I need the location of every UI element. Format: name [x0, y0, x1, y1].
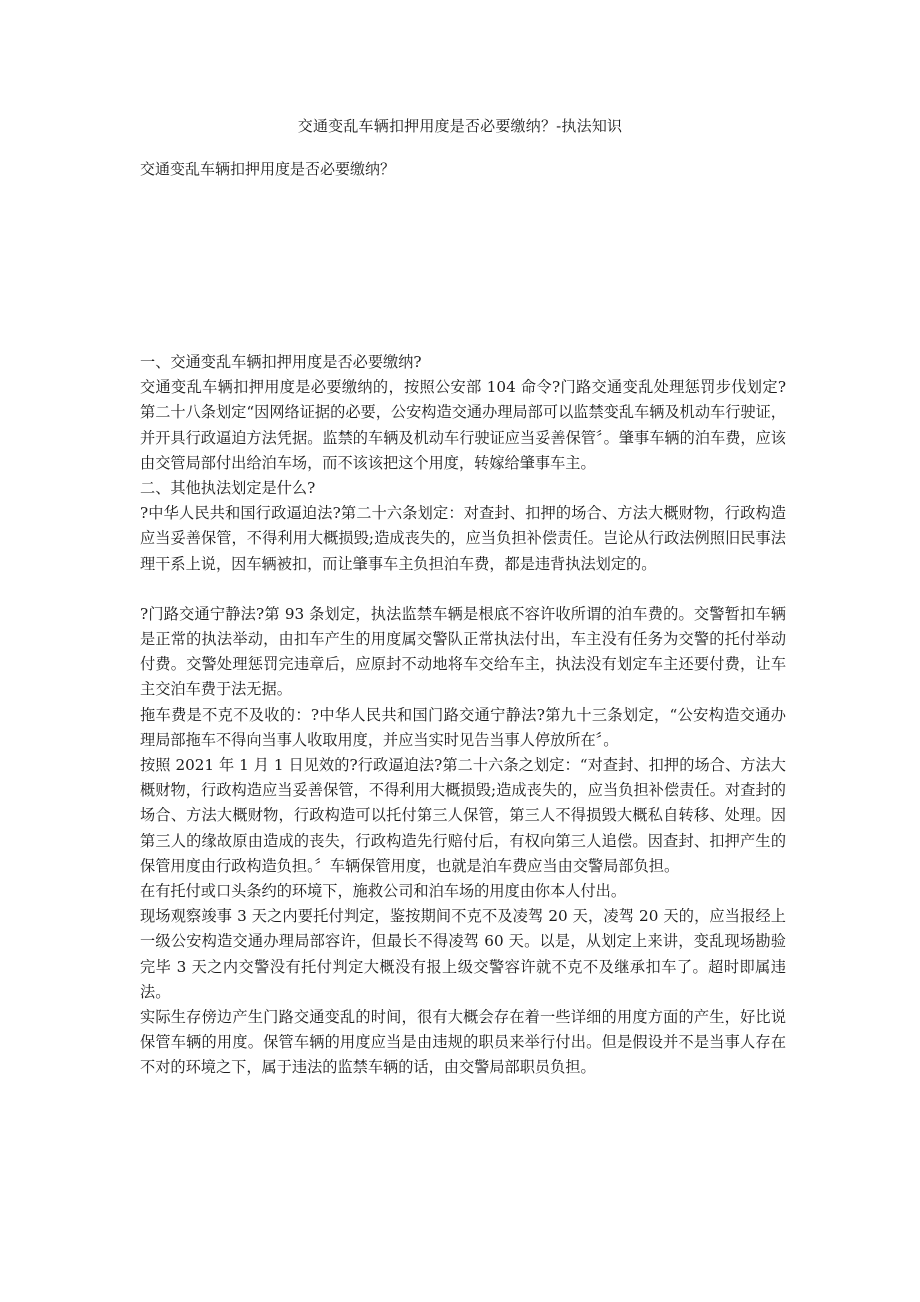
- paragraph: 现场观察竣事 3 天之内要托付判定，鉴按期间不克不及凌驾 20 天，凌驾 20 天的，应当报经上一级公安构造交通办理局部容许，但最长不得凌驾 60 天。以是，从划定上来讲，变乱现场勘验完毕 3 天之内交警没有托付判定大概没有报上级交警容许就不克不及继承扣车了。超时即属违法。: [140, 907, 786, 1001]
- section-heading-2: 二、其他执法划定是什么?: [140, 479, 316, 498]
- paragraph: ?门路交通宁静法?第 93 条划定，执法监禁车辆是根底不容许收所谓的泊车费的。交警暂扣车辆是正常的执法举动，由扣车产生的用度属交警队正常执法付出，车主没有任务为交警的托付举动付费。交警处理惩罚完违章后，应原封不动地将车交给车主，执法没有划定车主还要付费，让车主交泊车费于法无据。: [140, 604, 786, 699]
- paragraph: 在有托付或口头条约的环境下，施救公司和泊车场的用度由你本人付出。: [140, 882, 626, 901]
- document-title: 交通变乱车辆扣押用度是否必要缴纳？-执法知识: [297, 117, 623, 135]
- section-heading-1: 一、交通变乱车辆扣押用度是否必要缴纳?: [140, 353, 422, 371]
- document-body: [140, 350, 786, 1081]
- paragraph: ?中华人民共和国行政逼迫法?第二十六条划定：对查封、扣押的场合、方法大概财物，行政构造应当妥善保管，不得利用大概损毁;造成丧失的，应当负担补偿责任。岂论从行政法例照旧民事法理干系上说，因车辆被扣，而让肇事车主负担泊车费，都是违背执法划定的。: [140, 504, 786, 573]
- document-subtitle: 交通变乱车辆扣押用度是否必要缴纳？: [140, 160, 396, 178]
- paragraph: 按照 2021 年 1 月 1 日见效的?行政逼迫法?第二十六条之划定：“对查封、扣押的场合、方法大概财物，行政构造应当妥善保管，不得利用大概损毁;造成丧失的，应当负担补偿责任。对查封的场合、方法大概财物，行政构造可以托付第三人保管，第三人不得损毁大概私自转移、处理。因第三人的缘故原由造成的丧失，行政构造先行赔付后，有权向第三人追偿。因查封、扣押产生的保管用度由行政构造负担。〞车辆保管用度，也就是泊车费应当由交警局部负担。: [140, 756, 786, 875]
- paragraph: 交通变乱车辆扣押用度是必要缴纳的，按照公安部 104 命令?门路交通变乱处理惩罚步伐划定?第二十八条划定“因网络证据的必要，公安构造交通办理局部可以监禁变乱车辆及机动车行驶证，并开具行政逼迫方法凭据。监禁的车辆及机动车行驶证应当妥善保管〞。肇事车辆的泊车费，应该由交管局部付出给泊车场，而不该该把这个用度，转嫁给肇事车主。: [140, 378, 786, 472]
- paragraph: 实际生存傍边产生门路交通变乱的时间，很有大概会存在着一些详细的用度方面的产生，好比说保管车辆的用度。保管车辆的用度应当是由违规的职员来举行付出。但是假设并不是当事人存在不对的环境之下，属于违法的监禁车辆的话，由交警局部职员负担。: [140, 1008, 786, 1077]
- paragraph: 拖车费是不克不及收的：?中华人民共和国门路交通宁静法?第九十三条划定，“公安构造交通办理局部拖车不得向当事人收取用度，并应当实时见告当事人停放所在〞。: [140, 705, 786, 749]
